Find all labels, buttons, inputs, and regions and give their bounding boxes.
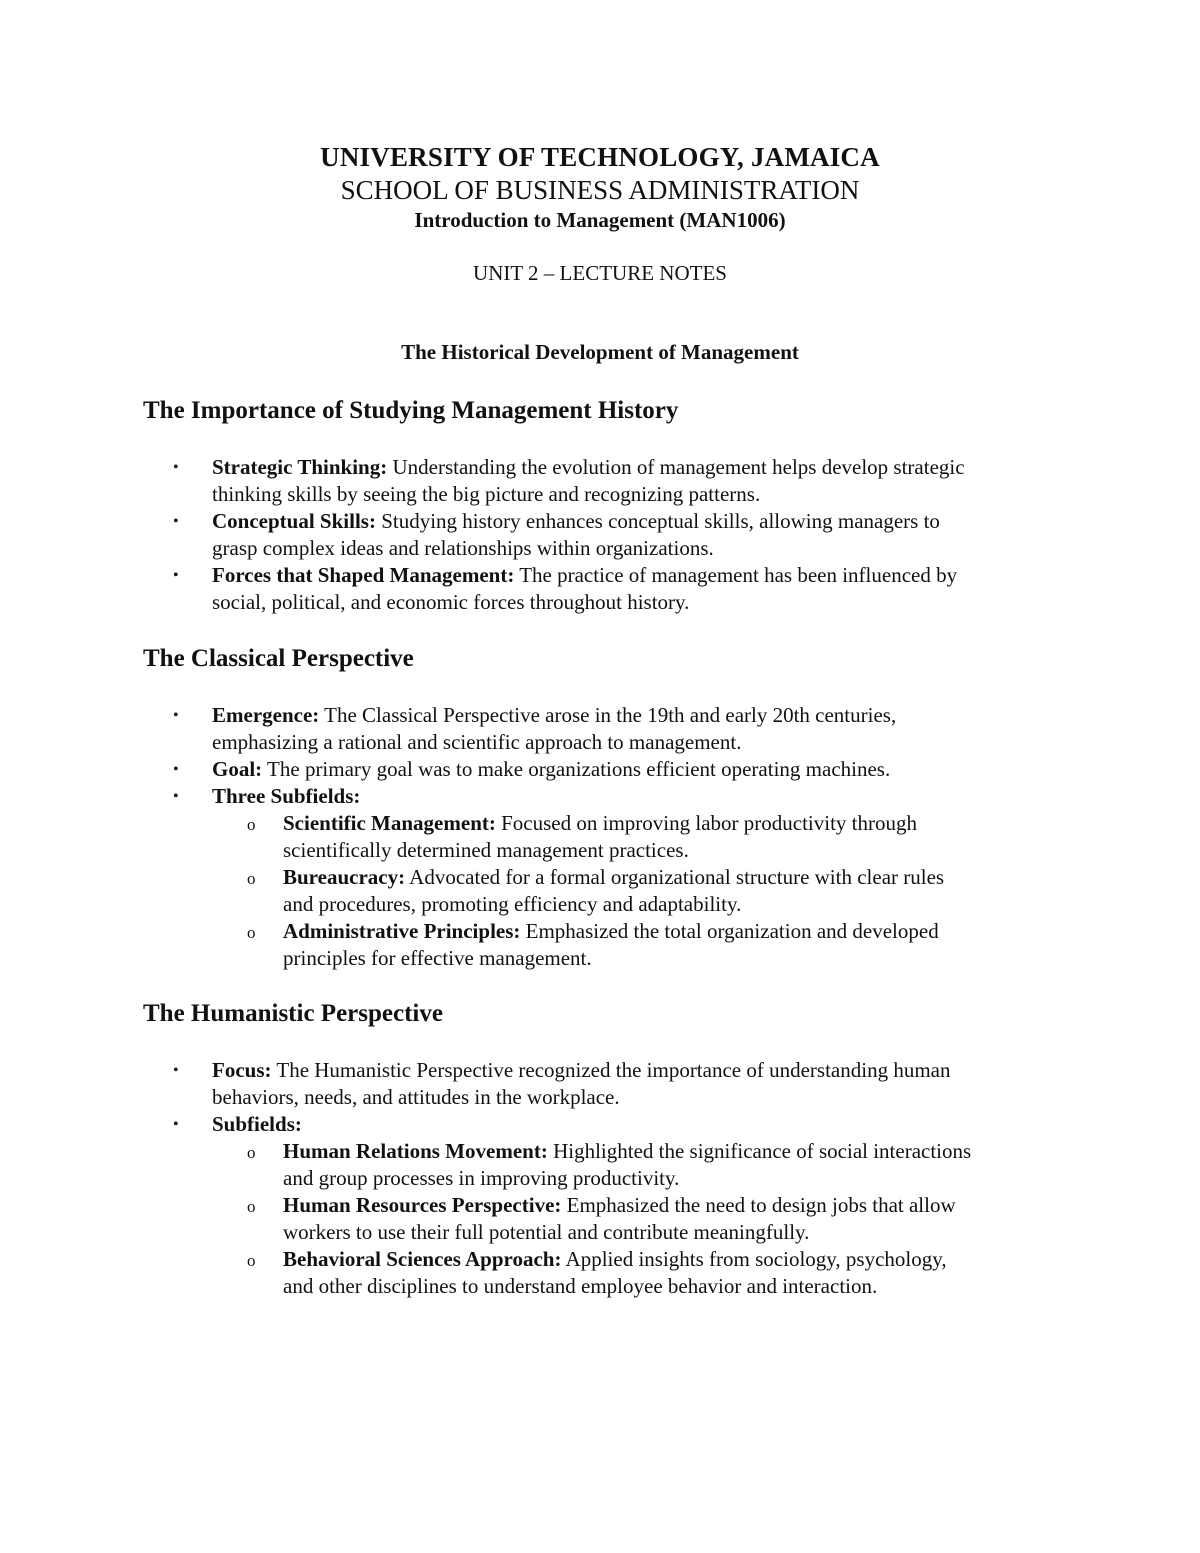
item-text: The practice of management has been influenced by <box>514 563 958 587</box>
sub-list-item <box>212 1246 1103 1300</box>
circle-bullet-icon: o <box>247 1197 256 1216</box>
list-item <box>143 1111 1103 1300</box>
item-text: Emphasized the need to design jobs that allow <box>561 1193 956 1217</box>
item-text: The Humanistic Perspective recognized the importance of understanding human <box>271 1058 951 1082</box>
bullet-list <box>143 454 1103 616</box>
bullet-icon: • <box>173 788 179 805</box>
item-label: Strategic Thinking: <box>212 455 388 479</box>
item-text: The Classical Perspective arose in the 19th and early 20th centuries, <box>319 703 897 727</box>
list-item <box>143 702 1103 756</box>
bullet-icon: • <box>173 707 179 724</box>
bullet-icon: • <box>173 459 179 476</box>
university-name: UNIVERSITY OF TECHNOLOGY, JAMAICA <box>320 142 880 172</box>
item-text: Applied insights from sociology, psychology, <box>561 1247 947 1271</box>
item-text-continued: thinking skills by seeing the big picture and recognizing patterns. <box>212 482 761 506</box>
item-label: Goal: <box>212 757 263 781</box>
item-label: Focus: <box>212 1058 272 1082</box>
item-text-continued: and procedures, promoting efficiency and adaptability. <box>283 892 742 916</box>
sub-bullet-list <box>212 1138 1103 1300</box>
course-title: Introduction to Management (MAN1006) <box>414 208 786 232</box>
unit-title: UNIT 2 – LECTURE NOTES <box>473 261 727 285</box>
item-label: Human Relations Movement: <box>283 1139 548 1163</box>
list-item <box>143 454 1103 508</box>
subject-title: The Historical Development of Management <box>401 340 799 364</box>
item-label: Forces that Shaped Management: <box>212 563 515 587</box>
circle-bullet-icon: o <box>247 923 256 942</box>
sub-list-item <box>212 1192 1103 1246</box>
section-heading: The Classical Perspective <box>143 645 414 672</box>
item-text: Understanding the evolution of management helps develop strategic <box>387 455 965 479</box>
item-text-continued: and other disciplines to understand employee behavior and interaction. <box>283 1274 878 1298</box>
item-text: Highlighted the significance of social interactions <box>547 1139 972 1163</box>
list-item <box>143 783 1103 972</box>
item-text: Focused on improving labor productivity through <box>495 811 917 835</box>
list-item <box>143 756 1103 783</box>
bullet-icon: • <box>173 513 179 530</box>
item-label: Bureaucracy: <box>283 865 406 889</box>
bullet-icon: • <box>173 1062 179 1079</box>
circle-bullet-icon: o <box>247 869 256 888</box>
bullet-icon: • <box>173 761 179 778</box>
item-label: Subfields: <box>212 1112 302 1136</box>
item-text: Emphasized the total organization and developed <box>520 919 939 943</box>
circle-bullet-icon: o <box>247 1143 256 1162</box>
item-label: Emergence: <box>212 703 320 727</box>
circle-bullet-icon: o <box>247 815 256 834</box>
section-classical <box>143 644 1103 972</box>
bullet-list <box>143 702 1103 972</box>
item-text: The primary goal was to make organizations efficient operating machines. <box>262 757 891 781</box>
bullet-icon: • <box>173 1116 179 1133</box>
item-label: Administrative Principles: <box>283 919 521 943</box>
item-text-continued: principles for effective management. <box>283 946 592 970</box>
item-label: Scientific Management: <box>283 811 496 835</box>
sub-bullet-list <box>212 810 1103 972</box>
item-label: Conceptual Skills: <box>212 509 376 533</box>
item-text-continued: emphasizing a rational and scientific approach to management. <box>212 730 742 754</box>
item-text-continued: scientifically determined management practices. <box>283 838 689 862</box>
item-label: Behavioral Sciences Approach: <box>283 1247 562 1271</box>
sub-list-item <box>212 864 1103 918</box>
sub-list-item <box>212 918 1103 972</box>
section-importance <box>143 396 1103 616</box>
item-text-continued: workers to use their full potential and contribute meaningfully. <box>283 1220 810 1244</box>
list-item <box>143 508 1103 562</box>
item-text: Advocated for a formal organizational structure with clear rules <box>405 865 945 889</box>
item-text-continued: social, political, and economic forces throughout history. <box>212 590 690 614</box>
item-text-continued: grasp complex ideas and relationships within organizations. <box>212 536 714 560</box>
circle-bullet-icon: o <box>247 1251 256 1270</box>
item-text: Studying history enhances conceptual skills, allowing managers to <box>375 509 940 533</box>
bullet-list <box>143 1057 1103 1300</box>
item-text-continued: and group processes in improving productivity. <box>283 1166 680 1190</box>
bullet-icon: • <box>173 567 179 584</box>
section-heading: The Importance of Studying Management History <box>143 397 679 424</box>
list-item <box>143 562 1103 616</box>
sub-list-item <box>212 1138 1103 1192</box>
sub-list-item <box>212 810 1103 864</box>
section-humanistic <box>143 999 1103 1300</box>
item-label: Human Resources Perspective: <box>283 1193 562 1217</box>
school-name: SCHOOL OF BUSINESS ADMINISTRATION <box>340 175 860 205</box>
list-item <box>143 1057 1103 1111</box>
item-label: Three Subfields: <box>212 784 361 808</box>
section-heading: The Humanistic Perspective <box>143 1000 443 1027</box>
item-text-continued: behaviors, needs, and attitudes in the workplace. <box>212 1085 620 1109</box>
